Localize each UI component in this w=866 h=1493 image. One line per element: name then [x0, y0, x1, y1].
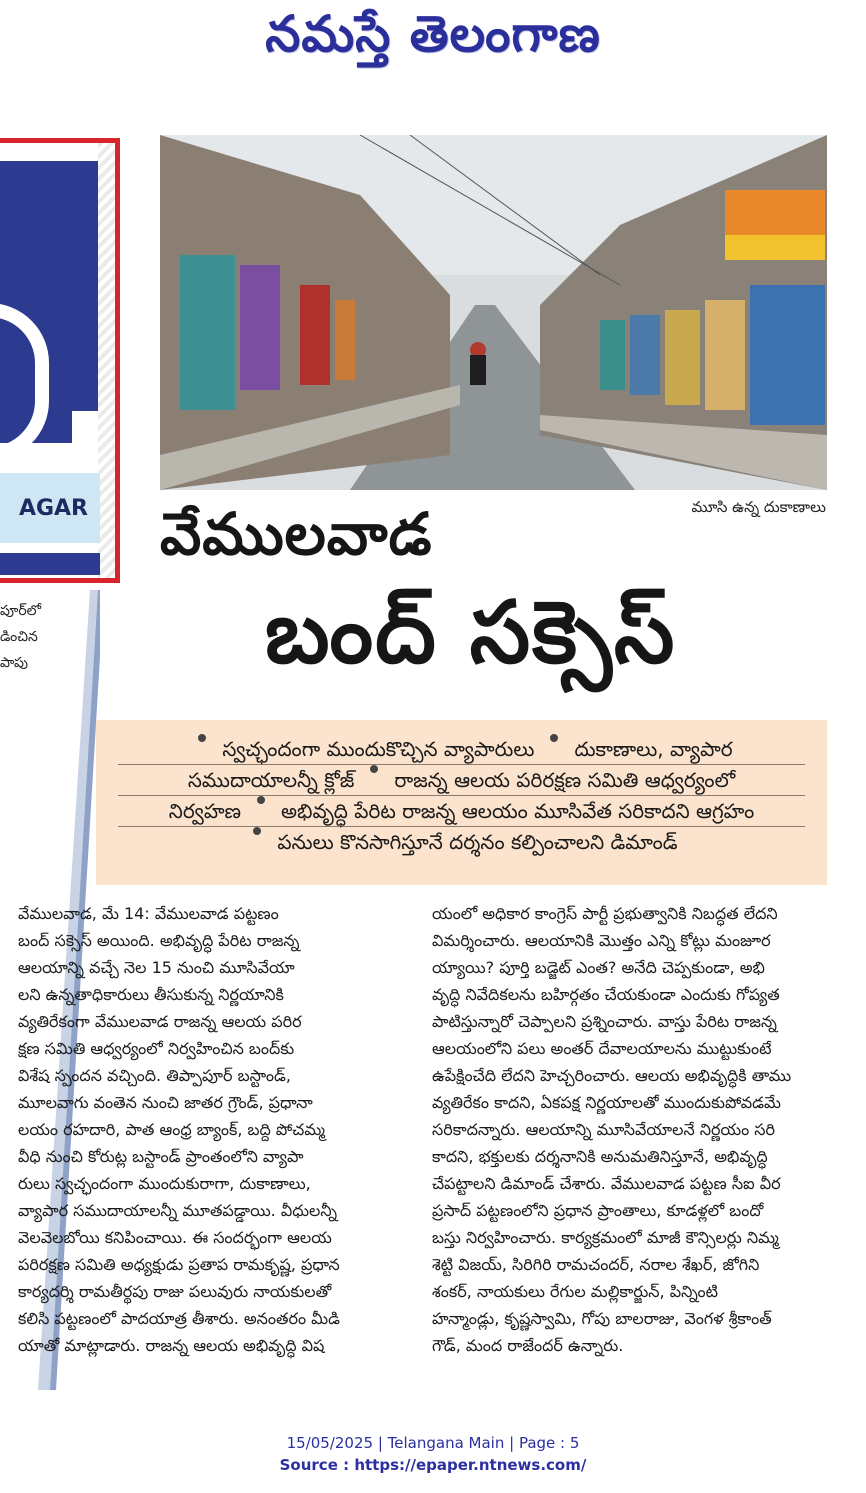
article-line: చేపట్టాలని డిమాండ్‌ చేశారు. వేములవాడ పట్టణ సీఐ వీర [432, 1174, 781, 1193]
masthead [0, 0, 866, 80]
street-scene-illustration [160, 135, 827, 490]
highlight-line [118, 827, 805, 857]
article-line: విమర్శించారు. ఆలయానికి మొత్తం ఎన్ని కోట్లు మంజూర [432, 931, 771, 950]
highlight-text: స్వచ్ఛందంగా ముందుకొచ్చిన వ్యాపారులు [222, 737, 535, 761]
article-line: లని ఉన్నతాధికారులు తీసుకున్న నిర్ణయానికి [18, 985, 284, 1004]
article-line: గౌడ్‌, మంద రాజేందర్‌ ఉన్నారు. [432, 1336, 624, 1355]
headline-main: బంద్‌ సక్సెస్‌ [265, 583, 677, 683]
article-line: వేములవాడ, మే 14: వేములవాడ పట్టణం [18, 904, 279, 923]
highlight-text: పనులు కొనసాగిస్తూనే దర్శనం కల్పించాలని డిమాండ్‌ [277, 830, 678, 854]
snippet-line: డించిన [0, 629, 38, 645]
left-article-snippet [0, 598, 60, 676]
article-line: ప్రసాద్‌ పట్టణంలోని ప్రధాన ప్రాంతాలు, కూడళ్లలో బందో [432, 1201, 764, 1220]
article-line: సరికాదన్నారు. ఆలయాన్ని మూసివేయాలనే నిర్ణయం సరి [432, 1120, 775, 1139]
bullet-icon [257, 796, 265, 804]
highlight-text: రాజన్న ఆలయ పరిరక్షణ సమితి ఆధ్వర్యంలో [394, 768, 736, 792]
article-line: మూలవాగు వంతెన నుంచి జాతర గ్రౌండ్‌, ప్రధానా [18, 1093, 313, 1112]
ad-large-letter-graphic [0, 283, 72, 443]
article-line: ఆలయంలోని పలు అంతర్‌ దేవాలయాలను ముట్టుకుంటే [432, 1039, 772, 1058]
article-column-1 [18, 900, 406, 1359]
article-line: యాతో మాట్లాడారు. రాజన్న ఆలయ అభివృద్ధి విష [18, 1336, 325, 1355]
article-line: వ్యాపార సముదాయాలన్నీ మూతపడ్డాయి. వీధులన్నీ [18, 1201, 338, 1220]
highlight-line [118, 765, 805, 796]
article-line: క్షణ సమితి ఆధ్వర్యంలో నిర్వహించిన బంద్‌కు [18, 1039, 295, 1058]
ad-bottom-bar [0, 553, 100, 575]
left-advertisement [0, 138, 120, 583]
article-line: యంలో అధికార కాంగ్రెస్‌ పార్టీ ప్రభుత్వానికి నిబద్ధత లేదని [432, 904, 778, 923]
highlights-box [96, 720, 827, 885]
article-line: వ్యతిరేకంగా వేములవాడ రాజన్న ఆలయ పరిర [18, 1012, 302, 1031]
bullet-icon [198, 734, 206, 742]
ad-text-band [0, 473, 100, 543]
article-line: కార్యదర్శి రామతీర్థపు రాజు పలువురు నాయకులతో [18, 1282, 332, 1301]
article-line: బస్తు నిర్వహించారు. కార్యక్రమంలో మాజీ కౌన్సిలర్లు నిమ్మ [432, 1228, 779, 1247]
ad-band-text: AGAR [18, 495, 88, 521]
article-line: శంకర్‌, నాయకులు రేగుల మల్లికార్జున్‌, పిన్నింటి [432, 1282, 719, 1301]
article-line: బంద్‌ సక్సెస్‌ అయింది. అభివృద్ధి పేరిట రాజన్న [18, 931, 300, 950]
article-line: య్యాయి? పూర్తి బడ్జెట్‌ ఎంత? అనేది చెప్పకుండా, అభి [432, 958, 765, 977]
article-column-2 [432, 900, 828, 1359]
highlight-line [118, 734, 805, 765]
article-line: పాటిస్తున్నారో చెప్పాలని ప్రశ్నించారు. వాస్తు పేరిట రాజన్న [432, 1012, 777, 1031]
highlight-text: దుకాణాలు, వ్యాపార [574, 737, 733, 761]
footer-date-edition: 15/05/2025 | Telangana Main | Page : 5 [286, 1434, 580, 1452]
article-line: కాదని, భక్తులకు దర్శనానికి అనుమతినిస్తూనే, అభివృద్ధి [432, 1147, 768, 1166]
bullet-icon [550, 734, 558, 742]
article-line: వృద్ధి నివేదికలను బహిర్గతం చేయకుండా ఎందుకు గోప్యత [432, 985, 780, 1004]
article-line: లయం రహదారి, పాత ఆంధ్ర బ్యాంక్‌, బద్ది పోచమ్మ [18, 1120, 326, 1139]
article-line: వెలవెలబోయి కనిపించాయి. ఈ సందర్భంగా ఆలయ [18, 1228, 332, 1247]
snippet-line: పాపు [0, 655, 28, 671]
article-line: కలిసి పట్టణంలో పాదయాత్ర తీశారు. అనంతరం మీడి [18, 1309, 340, 1328]
article-line: వీధి నుంచి కోరుట్ల బస్టాండ్‌ ప్రాంతంలోని వ్యాపా [18, 1147, 304, 1166]
bullet-icon [253, 827, 261, 835]
ad-stripe-pattern [98, 143, 118, 578]
photo-caption: మూసి ఉన్న దుకాణాలు [691, 498, 826, 516]
headline-place: వేములవాడ [160, 500, 433, 568]
highlight-text: నిర్వహణ [168, 799, 242, 823]
article-line: ఉపేక్షించేది లేదని హెచ్చరించారు. ఆలయ అభివృద్ధికి తాము [432, 1066, 792, 1085]
snippet-line: పూర్‌లో [0, 603, 42, 619]
article-line: ఆలయాన్ని వచ్చే నెల 15 నుంచి మూసివేయా [18, 958, 295, 977]
highlight-text: సముదాయాలన్నీ క్లోజ్‌ [187, 768, 355, 792]
article-line: హన్మాండ్లు, కృష్ణస్వామి, గోపు బాలరాజు, వెంగళ శ్రీకాంత్‌ [432, 1309, 772, 1328]
page-footer [0, 1432, 866, 1476]
article-line: విశేష స్పందన వచ్చింది. తిప్పాపూర్‌ బస్టాండ్‌, [18, 1066, 291, 1085]
article-line: రులు స్వచ్ఛందంగా ముందుకురాగా, దుకాణాలు, [18, 1174, 311, 1193]
highlight-line [118, 796, 805, 827]
news-photo-closed-shops [160, 135, 827, 490]
article-line: వ్యతిరేకం కాదని, ఏకపక్ష నిర్ణయాలతో ముందుకుపోవడమే [432, 1093, 781, 1112]
highlight-text: అభివృద్ధి పేరిట రాజన్న ఆలయం మూసివేత సరికాదని ఆగ్రహం [281, 799, 755, 823]
article-line: శెట్టి విజయ్‌, సిరిగిరి రామచందర్‌, నరాల శేఖర్‌, జోగిని [432, 1255, 760, 1274]
footer-source-link[interactable]: Source : https://epaper.ntnews.com/ [279, 1456, 587, 1474]
bullet-icon [370, 765, 378, 773]
newspaper-title: నమస్తే తెలంగాణ [265, 4, 601, 63]
article-line: పరిరక్షణ సమితి అధ్యక్షుడు ప్రతాప రామకృష్ణ, ప్రధాన [18, 1255, 340, 1274]
